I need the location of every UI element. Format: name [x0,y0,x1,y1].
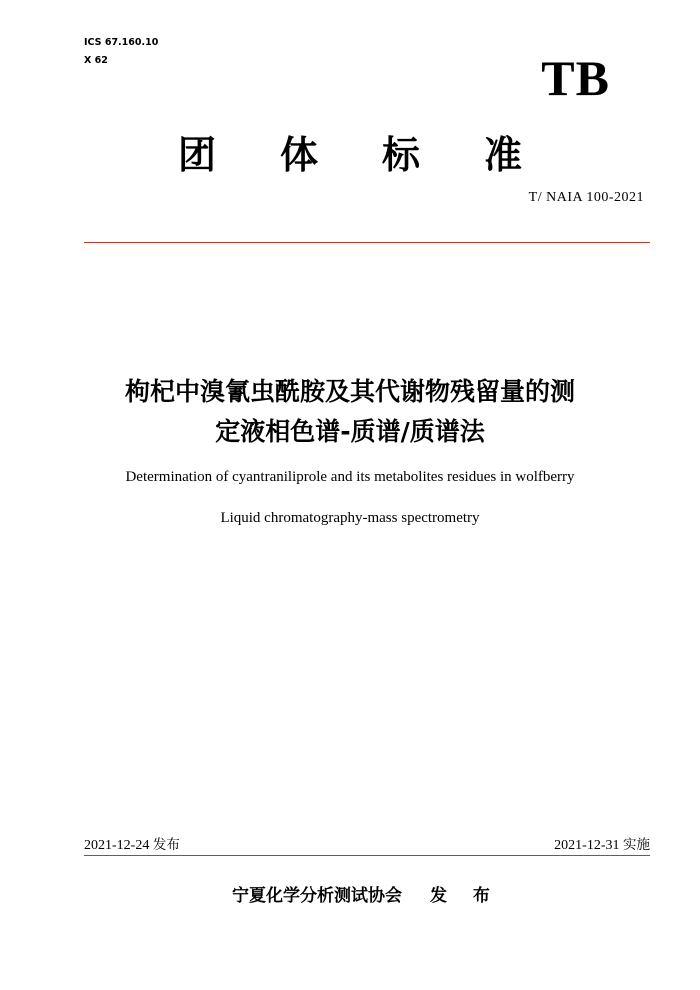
issue-date-value: 2021-12-24 [84,838,150,853]
title-en-line-2: Liquid chromatography-mass spectrometry [220,510,480,526]
standard-type-char: 准 [484,133,523,177]
tb-logo: TB [541,50,610,106]
issue-date-label: 发布 [152,837,180,853]
implement-date-label: 实施 [623,837,650,853]
standard-number: T/ NAIA 100-2021 [528,190,644,205]
implement-date-value: 2021-12-31 [554,838,620,853]
issuer [232,885,500,907]
standard-type-char: 团 [178,133,217,177]
issuer-name: 宁夏化学分析测试协会 [232,886,402,906]
issuer-publish-label: 发 布 [430,886,500,906]
standard-type-char: 标 [382,133,421,177]
implement-date [554,836,650,855]
issue-date [84,836,180,855]
clc-code: X 62 [84,55,108,66]
top-divider [84,242,650,243]
title-en-line-1: Determination of cyantraniliprole and its metabolites residues in wolfberry [125,469,575,485]
ics-code: ICS 67.160.10 [84,37,159,48]
standard-type-char: 体 [280,133,319,177]
bottom-divider [84,855,650,856]
title-cn-line-1: 枸杞中溴氰虫酰胺及其代谢物残留量的测 [124,377,575,406]
standard-type-heading [0,130,700,180]
title-cn-line-2: 定液相色谱-质谱/质谱法 [215,417,485,446]
